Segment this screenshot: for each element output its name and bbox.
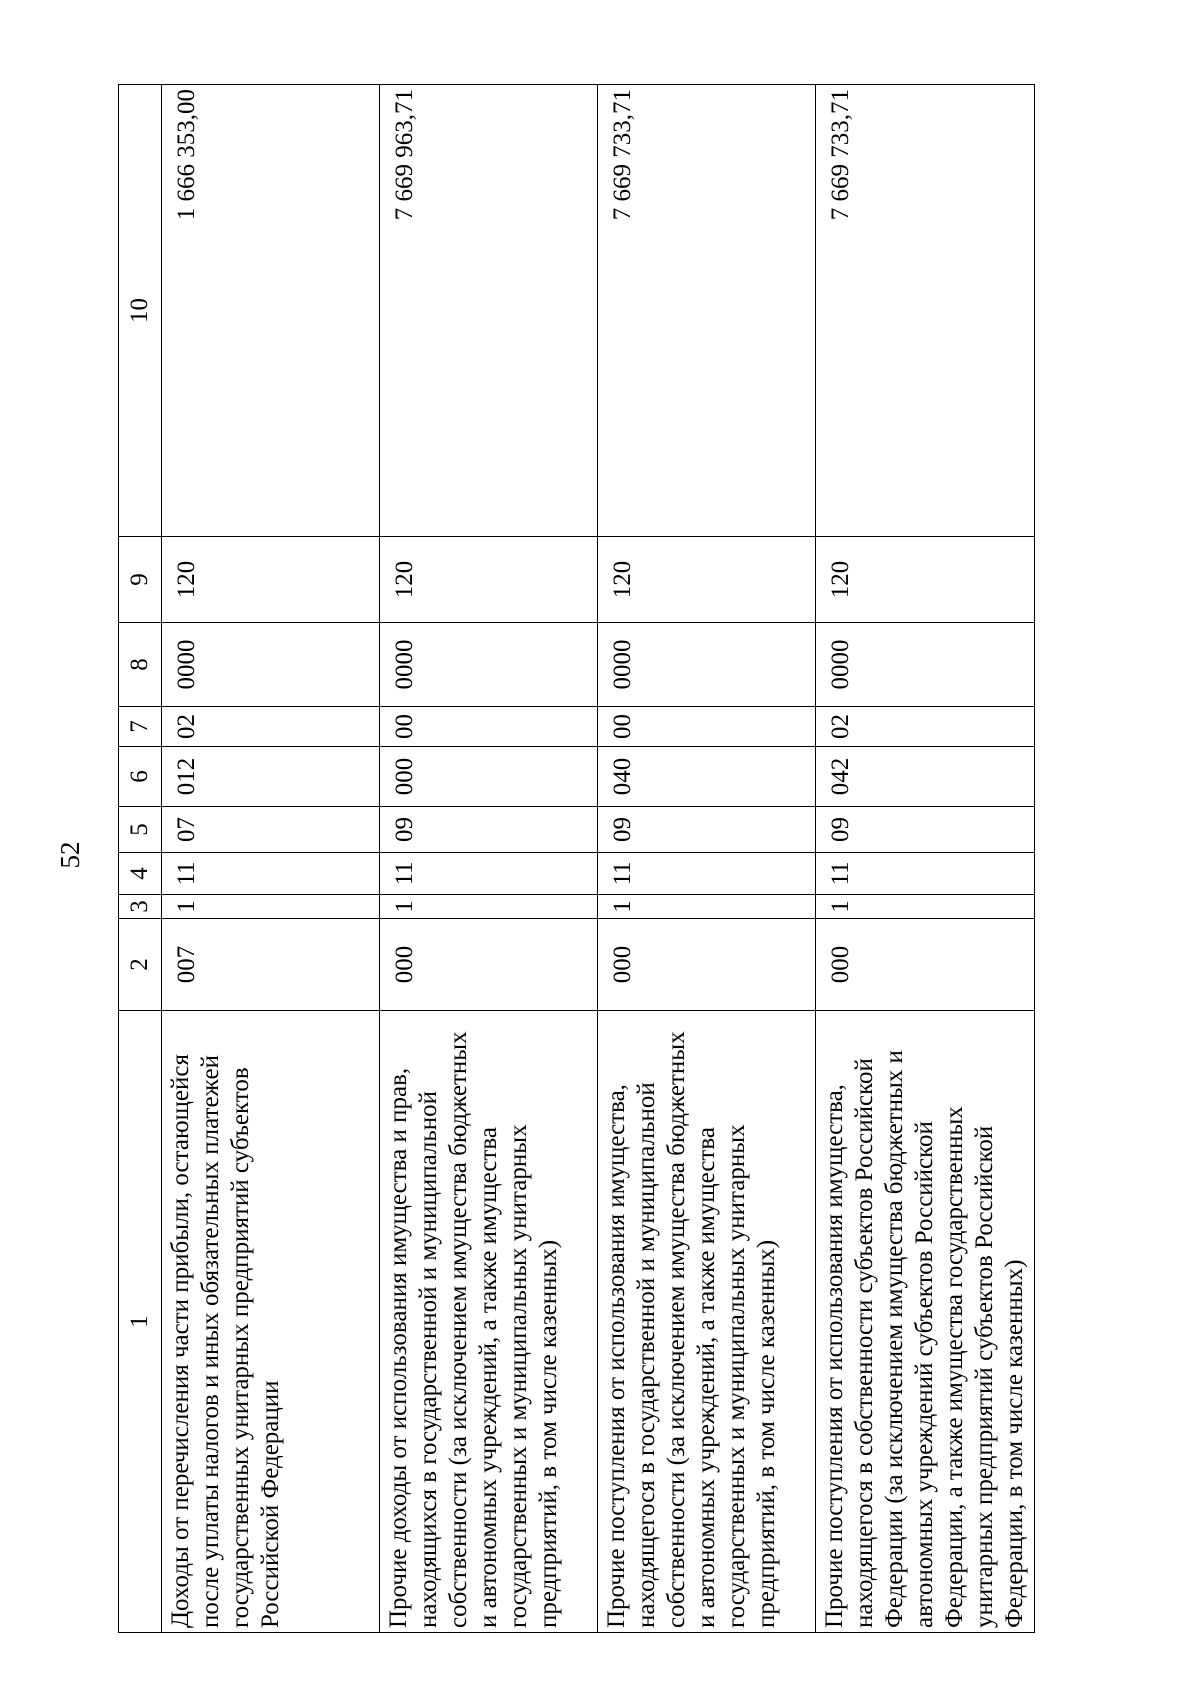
- header-col-2: 2: [119, 919, 162, 1011]
- code-economic: 120: [816, 537, 1035, 623]
- code-economic: 120: [598, 537, 816, 623]
- page-number: 52: [54, 841, 85, 869]
- row-name: Доходы от перечисления части прибыли, остающейся после уплаты налогов и иных обязательных платежей государственных унитарных предприятий субъектов Российской Федерации: [162, 1011, 380, 1633]
- code-administrator: 007: [162, 919, 380, 1011]
- code-program: 0000: [598, 623, 816, 707]
- row-amount: 7 669 963,71: [380, 85, 598, 537]
- code-group: 1: [598, 895, 816, 919]
- header-col-7: 7: [119, 707, 162, 747]
- table-row: [816, 85, 1035, 1633]
- code-element: 00: [598, 707, 816, 747]
- table-row: [598, 85, 816, 1633]
- row-amount: 7 669 733,71: [816, 85, 1035, 537]
- row-name: Прочие поступления от использования имущества, находящегося в собственности субъектов Российской Федерации (за исключением имущества бюджетных и автономных учреждений субъектов Российской Федерации, а также имущества государственных унитарных предприятий субъектов Российской Федерации, в том числе казенных): [816, 1011, 1035, 1633]
- code-economic: 120: [380, 537, 598, 623]
- code-group: 1: [816, 895, 1035, 919]
- budget-revenue-table: [118, 84, 1035, 1633]
- code-subarticle: 042: [816, 747, 1035, 807]
- row-name: Прочие поступления от использования имущества, находящегося в государственной и муниципальной собственности (за исключением имущества бюджетных и автономных учреждений, а также имущества государственных и муниципальных унитарных предприятий, в том числе казенных): [598, 1011, 816, 1633]
- header-col-3: 3: [119, 895, 162, 919]
- header-col-9: 9: [119, 537, 162, 623]
- code-program: 0000: [380, 623, 598, 707]
- header-col-4: 4: [119, 853, 162, 895]
- code-subgroup: 11: [816, 853, 1035, 895]
- code-element: 00: [380, 707, 598, 747]
- code-program: 0000: [816, 623, 1035, 707]
- header-col-1: 1: [119, 1011, 162, 1633]
- code-subarticle: 000: [380, 747, 598, 807]
- code-subgroup: 11: [162, 853, 380, 895]
- header-row: [119, 85, 162, 1633]
- code-subarticle: 040: [598, 747, 816, 807]
- header-col-8: 8: [119, 623, 162, 707]
- code-administrator: 000: [598, 919, 816, 1011]
- code-subarticle: 012: [162, 747, 380, 807]
- row-amount: 7 669 733,71: [598, 85, 816, 537]
- code-article: 07: [162, 807, 380, 853]
- code-element: 02: [162, 707, 380, 747]
- table-row: [162, 85, 380, 1633]
- header-col-10: 10: [119, 85, 162, 537]
- code-subgroup: 11: [598, 853, 816, 895]
- code-group: 1: [380, 895, 598, 919]
- code-element: 02: [816, 707, 1035, 747]
- code-economic: 120: [162, 537, 380, 623]
- code-administrator: 000: [816, 919, 1035, 1011]
- header-col-6: 6: [119, 747, 162, 807]
- header-col-5: 5: [119, 807, 162, 853]
- code-administrator: 000: [380, 919, 598, 1011]
- budget-table-container: [118, 85, 1035, 1633]
- code-article: 09: [380, 807, 598, 853]
- code-article: 09: [816, 807, 1035, 853]
- code-program: 0000: [162, 623, 380, 707]
- table-row: [380, 85, 598, 1633]
- code-group: 1: [162, 895, 380, 919]
- row-amount: 1 666 353,00: [162, 85, 380, 537]
- row-name: Прочие доходы от использования имущества и прав, находящихся в государственной и муниципальной собственности (за исключением имущества бюджетных и автономных учреждений, а также имущества государственных и муниципальных унитарных предприятий, в том числе казенных): [380, 1011, 598, 1633]
- code-article: 09: [598, 807, 816, 853]
- code-subgroup: 11: [380, 853, 598, 895]
